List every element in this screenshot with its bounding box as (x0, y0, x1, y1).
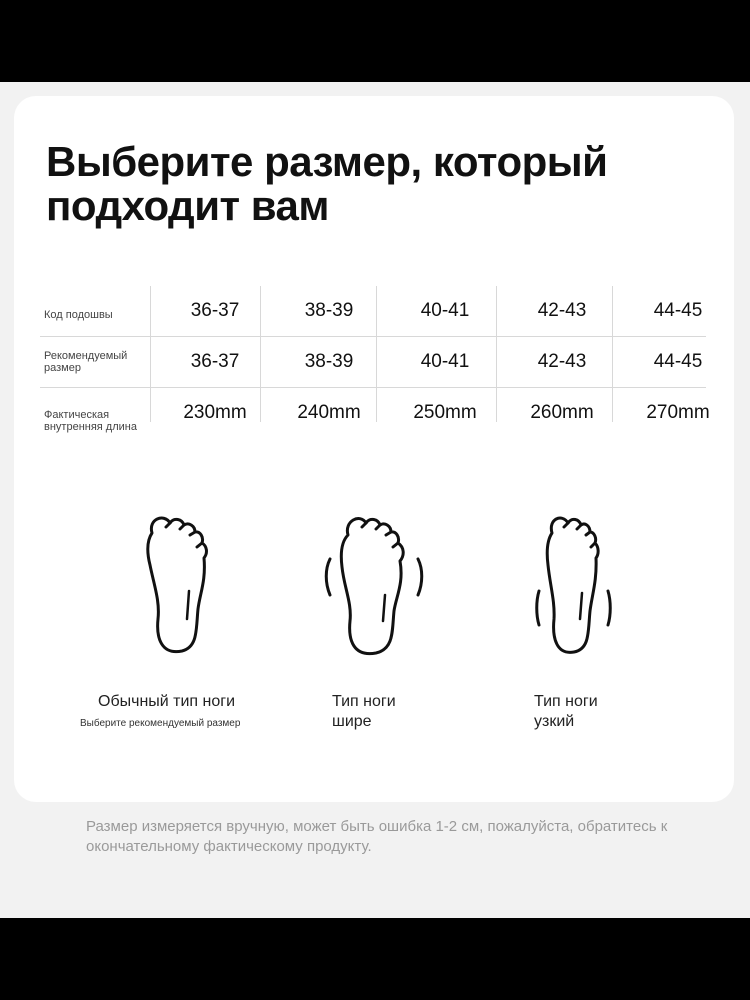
table-cell: 270mm (646, 402, 710, 423)
foot-wide-caption: Тип ноги шире (332, 693, 396, 730)
table-cell: 36-37 (190, 351, 240, 372)
page-title: Выберите размер, который подходит вам (46, 138, 608, 229)
table-cell: 38-39 (304, 351, 354, 372)
table-cell: 44-45 (653, 300, 703, 321)
table-row (40, 337, 706, 388)
size-guide-card (14, 96, 734, 802)
column-divider (260, 286, 261, 422)
table-cell: 36-37 (190, 300, 240, 321)
table-cell: 240mm (297, 402, 361, 423)
foot-narrow-caption: Тип ноги узкий (534, 693, 598, 730)
table-cell: 42-43 (537, 351, 587, 372)
table-cell: 250mm (413, 402, 477, 423)
disclaimer-text: Размер измеряется вручную, может быть ошибка 1-2 см, пожалуйста, обратитесь к окончательному фактическому продукту. (86, 818, 668, 855)
table-row (40, 286, 706, 337)
table-cell: 42-43 (537, 300, 587, 321)
size-table (40, 286, 710, 438)
row-label: Код подошвы (44, 309, 113, 321)
foot-normal-subcaption: Выберите рекомендуемый размер (80, 718, 241, 729)
column-divider (376, 286, 377, 422)
column-divider (150, 286, 151, 422)
table-cell: 230mm (183, 402, 247, 423)
table-cell: 38-39 (304, 300, 354, 321)
row-label: Фактическая внутренняя длина (44, 409, 137, 433)
foot-normal-icon (134, 511, 224, 661)
page-background (0, 82, 750, 918)
column-divider (496, 286, 497, 422)
foot-wide-icon (320, 511, 430, 661)
table-cell: 40-41 (420, 351, 470, 372)
column-divider (612, 286, 613, 422)
table-cell: 44-45 (653, 351, 703, 372)
table-row (40, 388, 710, 438)
row-label: Рекомендуемый размер (44, 350, 128, 374)
table-cell: 40-41 (420, 300, 470, 321)
foot-narrow-icon (524, 511, 624, 661)
foot-normal-caption: Обычный тип ноги (98, 693, 236, 710)
table-cell: 260mm (530, 402, 594, 423)
